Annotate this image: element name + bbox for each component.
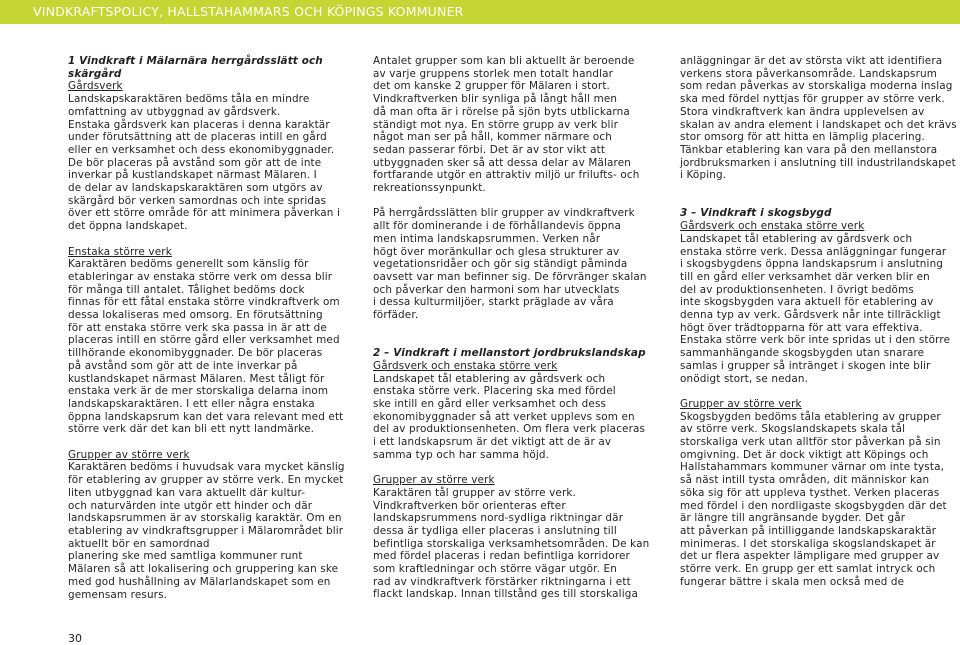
text-line: denna typ av verk. Gårdsverk når inte tillräckligt — [680, 309, 941, 322]
text-line: gemensam resurs. — [68, 588, 168, 601]
text-line: så näst intill tysta områden, dit människor kan — [680, 474, 930, 487]
text-line: liten utbyggnad kan vara aktuellt där kultur- — [68, 486, 306, 499]
text-line: i Köping. — [680, 169, 727, 182]
text-line: rekreationssynpunkt. — [373, 182, 486, 195]
text-line: över ett större område för att minimera påverkan i — [68, 207, 340, 220]
text-line: det ur flera aspekter lämpligare med grupper av — [680, 550, 940, 563]
text-line: omfattning av utbyggnad av gårdsverk. — [68, 105, 281, 118]
text-line: något man ser på håll, kommer närmare och — [373, 131, 612, 144]
text-line: med fördel placeras i redan befintliga korridorer — [373, 550, 630, 563]
document-title: VINDKRAFTSPOLICY, HALLSTAHAMMARS OCH KÖPINGS KOMMUNER — [33, 4, 464, 19]
text-line: fortfarande utgör en attraktiv miljö ur frilufts- och — [373, 169, 640, 182]
text-line: då man ofta är i rörelse på sjön byts utblickarna — [373, 105, 630, 118]
text-line: sammanhängande skogsbygden utan snarare — [680, 347, 925, 360]
text-line: etablering av vindkraftsgrupper i Mälarområdet blir — [68, 524, 344, 537]
text-line: anläggningar är det av största vikt att identifiera — [680, 55, 943, 67]
text-line: är längre till angränsande bygder. Det går — [680, 512, 906, 525]
text-line: enstaka större verk. Dessa anläggningar fungerar — [680, 245, 947, 258]
text-line: inte skogsbygden vara aktuell för etablering av — [680, 296, 934, 309]
text-line: Skogsbygden bedöms tåla etablering av grupper — [680, 410, 941, 423]
text-line: Stora vindkraftverk kan ändra upplevelsen av — [680, 105, 925, 118]
text-line: Karaktären bedöms generellt som känslig för — [68, 258, 309, 271]
text-line: enstaka verk är de mer storskaliga delarna inom — [68, 385, 329, 398]
text-line: skärgård — [68, 67, 122, 80]
paragraph-spacer — [680, 195, 960, 208]
text-line: dessa lokaliseras med omsorg. En förutsättning — [68, 309, 323, 322]
text-line: Landskapet tål etablering av gårdsverk och — [680, 232, 913, 245]
text-line: rad av vindkraftverk förstärker riktningarna i ett — [373, 575, 631, 588]
text-column-2 — [373, 55, 653, 601]
text-line: omgivning. Det är dock viktigt att Köpings och — [680, 448, 929, 461]
text-line: Gårdsverk — [68, 80, 123, 93]
paragraph-spacer — [373, 461, 653, 474]
text-line: Enstaka större verk — [68, 245, 172, 258]
text-line: placeras intill en större gård eller verksamhet med — [68, 334, 340, 347]
text-line: Enstaka gårdsverk kan placeras i denna karaktär — [68, 118, 330, 131]
header-bar — [0, 0, 960, 24]
text-line: kustlandskapet närmast Mälaren. Mest tåligt för — [68, 372, 325, 385]
text-line: Karaktären tål grupper av större verk. — [373, 486, 576, 499]
text-line: för att enstaka större verk ska passa in är att de — [68, 321, 327, 334]
subheading — [680, 220, 960, 233]
text-line: vegetationsridåer och gör sig ständigt påminda — [373, 258, 628, 271]
text-line: planering ske med samtliga kommuner runt — [68, 550, 303, 563]
text-line: landskapskaraktären. I ett eller några enstaka — [68, 397, 315, 410]
text-line: Grupper av större verk — [680, 397, 802, 410]
text-line: Landskapskaraktären bedöms tåla en mindre — [68, 93, 310, 106]
text-line: onödigt stort, se nedan. — [680, 372, 809, 385]
text-line: del av produktionsenheten. I övrigt bedöms — [680, 283, 914, 296]
text-line: landskapsrummen är av storskalig karaktär. Om en — [68, 512, 342, 525]
section-heading — [680, 207, 960, 220]
text-line: av varje gruppens storlek men totalt handlar — [373, 67, 614, 80]
text-line: storskaliga verk utan alltför stor påverkan på sin — [680, 436, 941, 449]
text-column-1 — [68, 55, 348, 601]
paragraph — [680, 55, 960, 182]
text-line: under förutsättning att de placeras intill en gård — [68, 131, 327, 144]
text-line: och naturvärden inte utgör ett hinder och där — [68, 499, 313, 512]
text-line: landskapsrummens nord-sydliga riktningar där — [373, 512, 624, 525]
text-line: till en gård eller verksamhet där verken blir en — [680, 270, 930, 283]
text-line: med god hushållning av Mälarlandskapet som en — [68, 575, 331, 588]
text-line: Mälaren så att lokalisering och gruppering kan ske — [68, 563, 339, 576]
paragraph-spacer — [373, 322, 653, 335]
text-line: flackt landskap. Innan tillstånd ges till storskaliga — [373, 588, 638, 601]
text-line: att påverkan på intilliggande landskapskaraktär — [680, 524, 937, 537]
text-column-3 — [680, 55, 960, 588]
paragraph-spacer — [68, 233, 348, 246]
text-line: etableringar av enstaka större verk om dessa blir — [68, 270, 333, 283]
text-line: Vindkraftverken blir synliga på långt håll men — [373, 93, 618, 106]
paragraph — [68, 461, 348, 601]
text-line: oavsett var man befinner sig. De förvränger skalan — [373, 270, 647, 283]
text-line: befintliga storskaliga verksamhetsområden. De kan — [373, 537, 650, 550]
text-line: skärgård bör verken samordnas och inte spridas — [68, 194, 327, 207]
text-line: 2 – Vindkraft i mellanstort jordbrukslandskap — [373, 347, 646, 360]
subheading — [680, 398, 960, 411]
text-line: Enstaka större verk bör inte spridas ut i den större — [680, 334, 951, 347]
paragraph — [680, 411, 960, 589]
text-line: dessa är tydliga eller placeras i anslutning till — [373, 524, 617, 537]
text-line: minimeras. I det storskaliga skogslandskapet är — [680, 537, 936, 550]
subheading — [373, 360, 653, 373]
subheading — [68, 80, 348, 93]
text-line: 3 – Vindkraft i skogsbygd — [680, 207, 832, 220]
text-line: samlas i grupper så intränget i skogen inte blir — [680, 359, 931, 372]
text-line: större verk. En grupp ger ett samlat intryck och — [680, 563, 936, 576]
page-number: 30 — [68, 632, 82, 645]
text-line: stor omsorg för att hitta en lämplig placering. — [680, 131, 925, 144]
text-line: inverkar på kustlandskapet närmast Mälaren. I — [68, 169, 317, 182]
paragraph — [68, 93, 348, 233]
text-line: Landskapet tål etablering av gårdsverk och — [373, 372, 606, 385]
text-line: högt över moränkullar och glesa strukturer av — [373, 245, 620, 258]
paragraph — [373, 373, 653, 462]
text-line: för många till antalet. Tålighet bedöms dock — [68, 283, 305, 296]
text-line: eller en verksamhet och dess ekonomibyggnader. — [68, 143, 335, 156]
text-line: det om kanske 2 grupper för Mälaren i stort. — [373, 80, 610, 93]
text-line: verkens stora påverkansområde. Landskapsrum — [680, 67, 938, 80]
paragraph-spacer — [68, 436, 348, 449]
text-line: som kraftledningar och större vägar utgör. En — [373, 563, 617, 576]
text-line: 1 Vindkraft i Mälarnära herrgårdsslätt och — [68, 55, 323, 67]
text-line: Antalet grupper som kan bli aktuellt är beroende — [373, 55, 635, 67]
text-line: större verk där det kan bli ett nytt landmärke. — [68, 423, 315, 436]
text-line: i skogsbygdens öppna landskapsrum i anslutning — [680, 258, 944, 271]
paragraph-spacer — [680, 385, 960, 398]
text-line: det öppna landskapet. — [68, 220, 188, 233]
text-line: ekonomibyggnader så att verket upplevs som en — [373, 410, 635, 423]
paragraph-spacer — [373, 195, 653, 208]
text-line: som redan påverkas av storskaliga moderna inslag — [680, 80, 953, 93]
text-line: Gårdsverk och enstaka större verk — [373, 359, 558, 372]
text-line: öppna landskapsrum kan det vara relevant med ett — [68, 410, 344, 423]
paragraph — [68, 258, 348, 436]
text-line: av större verk. Skogslandskapets skala tål — [680, 423, 906, 436]
paragraph-spacer — [373, 334, 653, 347]
text-line: enstaka större verk. Placering ska med fördel — [373, 385, 616, 398]
text-line: i dessa kulturmiljöer, starkt präglade av våra — [373, 296, 614, 309]
text-line: ska med fördel nyttjas för grupper av större verk. — [680, 93, 945, 106]
text-line: skalan av andra element i landskapet och det krävs — [680, 118, 957, 131]
text-line: tillhörande ekonomibyggnader. De bör placeras — [68, 347, 323, 360]
text-line: ständigt mot nya. En större grupp av verk blir — [373, 118, 619, 131]
text-line: Grupper av större verk — [68, 448, 190, 461]
text-line: På herrgårdsslätten blir grupper av vindkraftverk — [373, 207, 635, 220]
text-line: Tänkbar etablering kan vara på den mellanstora — [680, 143, 938, 156]
subheading — [68, 449, 348, 462]
text-line: Hallstahammars kommuner värnar om inte tysta, — [680, 461, 945, 474]
text-line: ske intill en gård eller verksamhet och dess — [373, 397, 607, 410]
text-line: de delar av landskapskaraktären som utgörs av — [68, 182, 323, 195]
text-line: finnas för ett fåtal enstaka större vindkraftverk om — [68, 296, 340, 309]
text-line: men intima landskapsrummen. Verken når — [373, 232, 601, 245]
text-line: De bör placeras på avstånd som gör att de inte — [68, 156, 322, 169]
text-line: Grupper av större verk — [373, 474, 495, 487]
text-line: Gårdsverk och enstaka större verk — [680, 220, 865, 233]
paragraph — [373, 55, 653, 195]
text-line: förfäder. — [373, 309, 419, 322]
text-line: samma typ och har samma höjd. — [373, 448, 550, 461]
section-heading — [373, 347, 653, 360]
text-line: och påverkar den harmoni som har utvecklats — [373, 283, 620, 296]
text-line: söka sig för att uppleva tysthet. Verken placeras — [680, 486, 940, 499]
text-line: del av produktionsenheten. Om flera verk placeras — [373, 423, 646, 436]
text-line: på avstånd som gör att de inte inverkar på — [68, 359, 298, 372]
text-line: aktuellt bör en samordnad — [68, 537, 210, 550]
text-line: utbyggnaden sker så att dessa delar av Mälaren — [373, 156, 631, 169]
text-line: högt över trädtopparna för att vara effektiva. — [680, 321, 923, 334]
paragraph — [680, 233, 960, 385]
paragraph — [373, 487, 653, 601]
subheading — [373, 474, 653, 487]
text-line: Karaktären bedöms i huvudsak vara mycket känslig — [68, 461, 345, 474]
text-line: Vindkraftverken bör orienteras efter — [373, 499, 566, 512]
text-line: jordbruksmarken i anslutning till industrilandskapet — [680, 156, 956, 169]
text-line: med fördel i den nordligaste skogsbygden där det — [680, 499, 947, 512]
subheading — [68, 246, 348, 259]
text-line: fungerar bättre i skala men också med de — [680, 575, 905, 588]
text-line: för etablering av grupper av större verk. En mycket — [68, 474, 344, 487]
paragraph — [373, 207, 653, 321]
section-heading — [68, 55, 348, 80]
text-line: allt för dominerande i de förhållandevis öppna — [373, 220, 621, 233]
paragraph-spacer — [680, 182, 960, 195]
text-line: i ett landskapsrum är det viktigt att de är av — [373, 436, 612, 449]
text-line: sedan passerar förbi. Det är av stor vikt att — [373, 143, 606, 156]
